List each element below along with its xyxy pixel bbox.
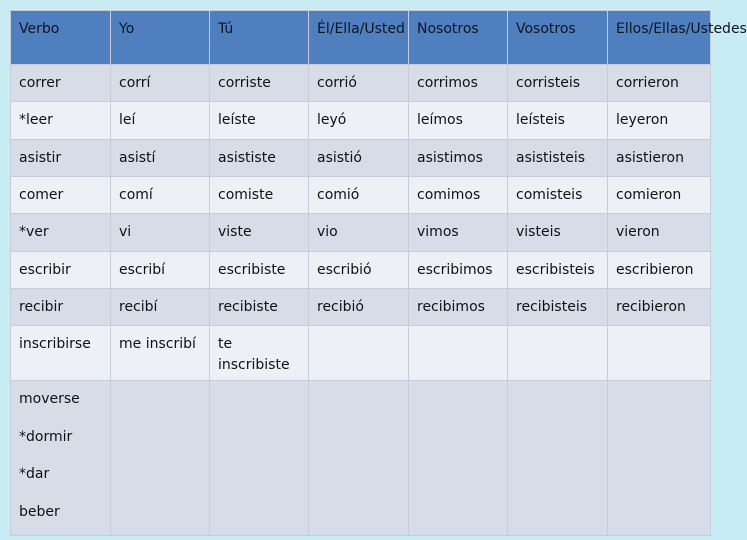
list-item: *dar bbox=[19, 466, 50, 482]
table-cell bbox=[111, 381, 210, 536]
header-nosotros: Nosotros bbox=[409, 11, 508, 65]
preterite-conjugation-table bbox=[10, 10, 747, 536]
header-vosotros: Vosotros bbox=[508, 11, 608, 65]
table-cell: vio bbox=[309, 214, 409, 252]
table-cell bbox=[309, 326, 409, 381]
table-cell: asistir bbox=[11, 140, 111, 177]
table-cell: vimos bbox=[409, 214, 508, 252]
table-cell: vi bbox=[111, 214, 210, 252]
header-ellos-ellas-ustedes: Ellos/Ellas/Ustedes bbox=[608, 11, 711, 65]
table-cell: *leer bbox=[11, 102, 111, 140]
table-cell: asistieron bbox=[608, 140, 711, 177]
table-cell: corrí bbox=[111, 65, 210, 102]
table-row bbox=[11, 381, 711, 536]
table-cell: recibiste bbox=[210, 289, 309, 326]
table-cell: te inscribiste bbox=[210, 326, 309, 381]
table-cell: escribir bbox=[11, 252, 111, 289]
table-cell: asististeis bbox=[508, 140, 608, 177]
table-cell bbox=[608, 326, 711, 381]
header-yo: Yo bbox=[111, 11, 210, 65]
table-cell: comer bbox=[11, 177, 111, 214]
extra-verbs-cell bbox=[11, 381, 111, 536]
table-cell: recibí bbox=[111, 289, 210, 326]
table-cell bbox=[508, 326, 608, 381]
table-row bbox=[11, 289, 711, 326]
table-row bbox=[11, 214, 711, 252]
table-row bbox=[11, 102, 711, 140]
table-cell bbox=[409, 326, 508, 381]
table-cell: asistí bbox=[111, 140, 210, 177]
table-cell: comió bbox=[309, 177, 409, 214]
table-cell: comisteis bbox=[508, 177, 608, 214]
table-row bbox=[11, 252, 711, 289]
table-cell: comí bbox=[111, 177, 210, 214]
table-cell: recibió bbox=[309, 289, 409, 326]
table-cell: leyeron bbox=[608, 102, 711, 140]
table-cell: inscribirse bbox=[11, 326, 111, 381]
table-cell: vieron bbox=[608, 214, 711, 252]
table-cell: recibir bbox=[11, 289, 111, 326]
table-cell: recibieron bbox=[608, 289, 711, 326]
table-cell: corrieron bbox=[608, 65, 711, 102]
table-cell: comiste bbox=[210, 177, 309, 214]
header-tu: Tú bbox=[210, 11, 309, 65]
table-cell: asistimos bbox=[409, 140, 508, 177]
table-row bbox=[11, 140, 711, 177]
table-cell: escribí bbox=[111, 252, 210, 289]
table-cell: recibimos bbox=[409, 289, 508, 326]
header-verbo: Verbo bbox=[11, 11, 111, 65]
table-cell bbox=[608, 381, 711, 536]
table-cell: escribisteis bbox=[508, 252, 608, 289]
table-row bbox=[11, 326, 711, 381]
table-cell: escribieron bbox=[608, 252, 711, 289]
table-cell: leyó bbox=[309, 102, 409, 140]
table-cell: leíste bbox=[210, 102, 309, 140]
table-row bbox=[11, 177, 711, 214]
table-cell bbox=[409, 381, 508, 536]
table-cell: visteis bbox=[508, 214, 608, 252]
list-item: beber bbox=[19, 503, 60, 520]
list-item: *dormir bbox=[19, 428, 73, 445]
table-cell bbox=[210, 381, 309, 536]
table-cell: correr bbox=[11, 65, 111, 102]
table-cell: viste bbox=[210, 214, 309, 252]
table-cell: escribió bbox=[309, 252, 409, 289]
table-cell: comieron bbox=[608, 177, 711, 214]
header-el-ella-usted: Él/Ella/Usted bbox=[309, 11, 409, 65]
table-cell: corriste bbox=[210, 65, 309, 102]
table-cell: leísteis bbox=[508, 102, 608, 140]
table-cell: escribimos bbox=[409, 252, 508, 289]
table-cell: corrió bbox=[309, 65, 409, 102]
conjugation-table-frame bbox=[10, 10, 747, 530]
table-cell: corrimos bbox=[409, 65, 508, 102]
table-cell bbox=[309, 381, 409, 536]
table-cell: leí bbox=[111, 102, 210, 140]
table-header-row bbox=[11, 11, 711, 65]
list-item: moverse bbox=[19, 391, 80, 407]
table-cell: corristeis bbox=[508, 65, 608, 102]
table-cell: asistió bbox=[309, 140, 409, 177]
table-cell: comimos bbox=[409, 177, 508, 214]
table-cell: escribiste bbox=[210, 252, 309, 289]
table-cell: me inscribí bbox=[111, 326, 210, 381]
table-cell: leímos bbox=[409, 102, 508, 140]
table-cell bbox=[508, 381, 608, 536]
table-cell: *ver bbox=[11, 214, 111, 252]
table-row bbox=[11, 65, 711, 102]
table-cell: recibisteis bbox=[508, 289, 608, 326]
table-cell: asististe bbox=[210, 140, 309, 177]
